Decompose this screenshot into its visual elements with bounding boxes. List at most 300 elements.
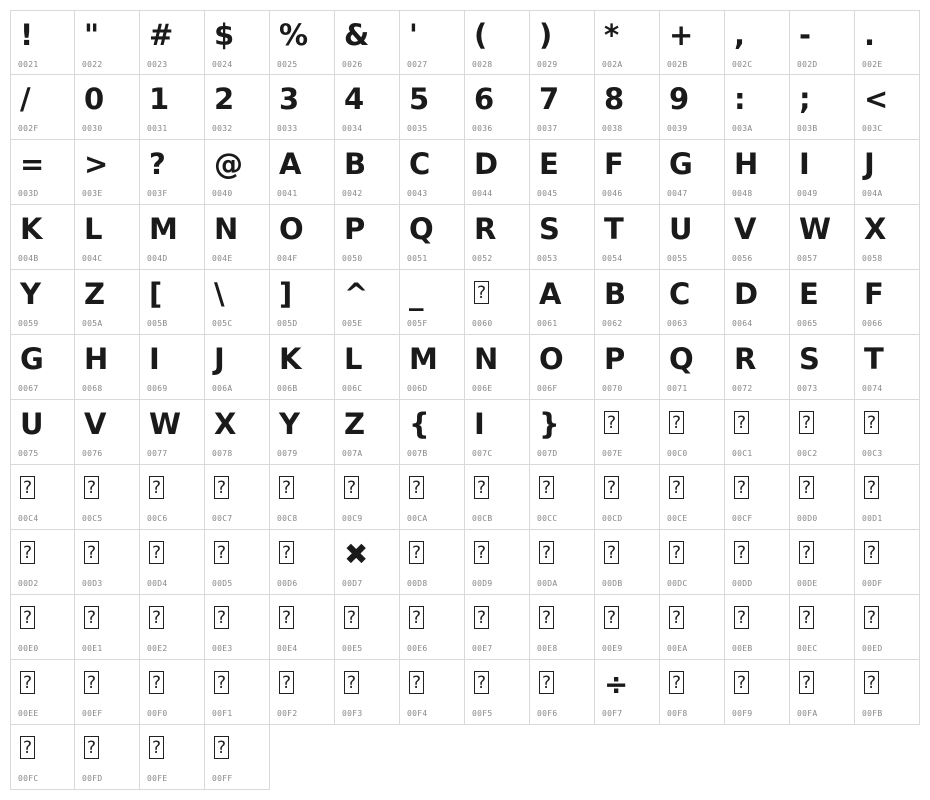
glyph-cell-0050: [335, 205, 400, 270]
glyph-cell-00CD: [595, 465, 660, 530]
glyph-code-label: 00F4: [407, 709, 428, 718]
glyph-sample: Z: [84, 277, 106, 311]
missing-glyph-icon: [734, 476, 749, 499]
glyph-cell-00C9: [335, 465, 400, 530]
glyph-code-label: 0069: [147, 384, 168, 393]
glyph-code-label: 006D: [407, 384, 428, 393]
missing-glyph-icon: [474, 541, 489, 564]
missing-glyph-icon: [604, 541, 619, 564]
glyph-sample: I: [149, 342, 160, 376]
glyph-cell-00E7: [465, 595, 530, 660]
missing-glyph-icon: [799, 541, 814, 564]
glyph-sample: #: [149, 18, 174, 52]
glyph-code-label: 00CB: [472, 514, 493, 523]
glyph-code-label: 0062: [602, 319, 623, 328]
glyph-cell-0078: [205, 400, 270, 465]
glyph-code-label: 00F8: [667, 709, 688, 718]
glyph-code-label: 006A: [212, 384, 233, 393]
glyph-cell-0034: [335, 75, 400, 140]
glyph-code-label: 0076: [82, 449, 103, 458]
glyph-code-label: 0029: [537, 60, 558, 69]
glyph-sample: P: [344, 212, 366, 246]
glyph-cell-0067: [10, 335, 75, 400]
glyph-cell-00F2: [270, 660, 335, 725]
glyph-code-label: 00F7: [602, 709, 623, 718]
glyph-cell-0052: [465, 205, 530, 270]
glyph-cell-00DB: [595, 530, 660, 595]
glyph-cell-00F8: [660, 660, 725, 725]
glyph-code-label: 004C: [82, 254, 103, 263]
missing-glyph-icon: [20, 736, 35, 759]
glyph-cell-0061: [530, 270, 595, 335]
glyph-cell-00DE: [790, 530, 855, 595]
glyph-code-label: 007E: [602, 449, 623, 458]
glyph-cell-0044: [465, 140, 530, 205]
glyph-cell-00D3: [75, 530, 140, 595]
glyph-grid: [10, 10, 920, 790]
glyph-code-label: 00D0: [797, 514, 818, 523]
missing-glyph-icon: [214, 671, 229, 694]
missing-glyph-icon: [734, 541, 749, 564]
missing-glyph-icon: [214, 476, 229, 499]
glyph-sample: }: [539, 407, 560, 441]
glyph-cell-00E5: [335, 595, 400, 660]
missing-glyph-icon: [344, 476, 359, 499]
glyph-cell-0075: [10, 400, 75, 465]
glyph-cell-00D7: [335, 530, 400, 595]
glyph-sample: T: [864, 342, 884, 376]
glyph-sample: H: [84, 342, 109, 376]
glyph-code-label: 0037: [537, 124, 558, 133]
glyph-cell-005F: [400, 270, 465, 335]
glyph-cell-003D: [10, 140, 75, 205]
glyph-cell-006D: [400, 335, 465, 400]
glyph-cell-003B: [790, 75, 855, 140]
glyph-code-label: 00DD: [732, 579, 753, 588]
glyph-code-label: 007D: [537, 449, 558, 458]
glyph-cell-0039: [660, 75, 725, 140]
glyph-code-label: 0053: [537, 254, 558, 263]
missing-glyph-icon: [474, 671, 489, 694]
missing-glyph-icon: [864, 541, 879, 564]
glyph-code-label: 00D6: [277, 579, 298, 588]
missing-glyph-icon: [539, 606, 554, 629]
glyph-cell-0030: [75, 75, 140, 140]
glyph-cell-00F4: [400, 660, 465, 725]
glyph-sample: ]: [279, 277, 293, 311]
glyph-code-label: 00EC: [797, 644, 818, 653]
glyph-cell-0031: [140, 75, 205, 140]
glyph-code-label: 004D: [147, 254, 168, 263]
glyph-code-label: 00C0: [667, 449, 688, 458]
glyph-sample: O: [279, 212, 304, 246]
glyph-cell-002F: [10, 75, 75, 140]
glyph-code-label: 0039: [667, 124, 688, 133]
glyph-cell-0062: [595, 270, 660, 335]
glyph-code-label: 00C4: [18, 514, 39, 523]
glyph-cell-00C4: [10, 465, 75, 530]
glyph-cell-00E2: [140, 595, 205, 660]
glyph-sample: >: [84, 147, 109, 181]
glyph-code-label: 005D: [277, 319, 298, 328]
glyph-cell-00E1: [75, 595, 140, 660]
glyph-cell-0043: [400, 140, 465, 205]
glyph-code-label: 002D: [797, 60, 818, 69]
glyph-code-label: 00E1: [82, 644, 103, 653]
glyph-sample: _: [409, 277, 424, 311]
glyph-cell-0069: [140, 335, 205, 400]
glyph-code-label: 0063: [667, 319, 688, 328]
glyph-code-label: 003F: [147, 189, 168, 198]
glyph-code-label: 00E7: [472, 644, 493, 653]
glyph-cell-0076: [75, 400, 140, 465]
glyph-code-label: 0067: [18, 384, 39, 393]
glyph-cell-00F1: [205, 660, 270, 725]
glyph-sample: ;: [799, 82, 811, 116]
glyph-code-label: 00E0: [18, 644, 39, 653]
glyph-code-label: 0070: [602, 384, 623, 393]
glyph-sample: P: [604, 342, 626, 376]
glyph-cell-00FC: [10, 725, 75, 790]
glyph-cell-004B: [10, 205, 75, 270]
glyph-code-label: 002E: [862, 60, 883, 69]
glyph-code-label: 00FC: [18, 774, 39, 783]
glyph-cell-0025: [270, 10, 335, 75]
glyph-cell-00C5: [75, 465, 140, 530]
glyph-cell-00D1: [855, 465, 920, 530]
glyph-sample: 5: [409, 82, 430, 116]
glyph-cell-00FE: [140, 725, 205, 790]
glyph-code-label: 00DE: [797, 579, 818, 588]
glyph-cell-005A: [75, 270, 140, 335]
missing-glyph-icon: [409, 606, 424, 629]
glyph-cell-00F5: [465, 660, 530, 725]
glyph-sample: Y: [20, 277, 41, 311]
glyph-cell-00FB: [855, 660, 920, 725]
glyph-sample: Y: [279, 407, 300, 441]
glyph-cell-00C8: [270, 465, 335, 530]
glyph-code-label: 00CD: [602, 514, 623, 523]
glyph-sample: W: [799, 212, 831, 246]
glyph-sample: L: [84, 212, 103, 246]
glyph-cell-004E: [205, 205, 270, 270]
glyph-code-label: 0026: [342, 60, 363, 69]
glyph-code-label: 00CC: [537, 514, 558, 523]
glyph-code-label: 0041: [277, 189, 298, 198]
glyph-sample: G: [669, 147, 693, 181]
glyph-cell-004C: [75, 205, 140, 270]
glyph-code-label: 00C9: [342, 514, 363, 523]
missing-glyph-icon: [344, 671, 359, 694]
glyph-code-label: 00D1: [862, 514, 883, 523]
glyph-code-label: 00FD: [82, 774, 103, 783]
missing-glyph-icon: [734, 411, 749, 434]
glyph-cell-00EB: [725, 595, 790, 660]
glyph-code-label: 00E3: [212, 644, 233, 653]
glyph-sample: W: [149, 407, 181, 441]
glyph-code-label: 0071: [667, 384, 688, 393]
glyph-code-label: 006E: [472, 384, 493, 393]
glyph-cell-00E8: [530, 595, 595, 660]
glyph-cell-0036: [465, 75, 530, 140]
glyph-code-label: 00CA: [407, 514, 428, 523]
glyph-cell-002D: [790, 10, 855, 75]
glyph-cell-006E: [465, 335, 530, 400]
glyph-sample: U: [669, 212, 693, 246]
glyph-code-label: 00E9: [602, 644, 623, 653]
glyph-code-label: 00DA: [537, 579, 558, 588]
glyph-code-label: 0074: [862, 384, 883, 393]
glyph-cell-0059: [10, 270, 75, 335]
glyph-sample: K: [20, 212, 43, 246]
glyph-sample: M: [409, 342, 438, 376]
glyph-cell-00E9: [595, 595, 660, 660]
glyph-code-label: 00C2: [797, 449, 818, 458]
glyph-cell-00F9: [725, 660, 790, 725]
glyph-cell-004A: [855, 140, 920, 205]
glyph-code-label: 0035: [407, 124, 428, 133]
glyph-cell-00E0: [10, 595, 75, 660]
glyph-sample: ): [539, 18, 553, 52]
glyph-cell-00E6: [400, 595, 465, 660]
missing-glyph-icon: [474, 476, 489, 499]
glyph-code-label: 003A: [732, 124, 753, 133]
glyph-sample: K: [279, 342, 302, 376]
glyph-cell-00C2: [790, 400, 855, 465]
glyph-code-label: 00FB: [862, 709, 883, 718]
glyph-code-label: 0031: [147, 124, 168, 133]
glyph-cell-0073: [790, 335, 855, 400]
glyph-code-label: 0049: [797, 189, 818, 198]
glyph-code-label: 00E8: [537, 644, 558, 653]
glyph-cell-0024: [205, 10, 270, 75]
glyph-code-label: 00DC: [667, 579, 688, 588]
glyph-code-label: 0054: [602, 254, 623, 263]
missing-glyph-icon: [279, 671, 294, 694]
glyph-code-label: 0078: [212, 449, 233, 458]
missing-glyph-icon: [279, 606, 294, 629]
glyph-cell-0029: [530, 10, 595, 75]
glyph-code-label: 00D9: [472, 579, 493, 588]
glyph-sample: {: [409, 407, 430, 441]
missing-glyph-icon: [84, 606, 99, 629]
glyph-sample: E: [799, 277, 819, 311]
glyph-sample: B: [344, 147, 367, 181]
glyph-sample: ": [84, 18, 100, 52]
glyph-cell-0035: [400, 75, 465, 140]
glyph-code-label: 0047: [667, 189, 688, 198]
glyph-sample: A: [279, 147, 302, 181]
glyph-code-label: 0061: [537, 319, 558, 328]
glyph-cell-0056: [725, 205, 790, 270]
glyph-code-label: 002C: [732, 60, 753, 69]
glyph-cell-00C1: [725, 400, 790, 465]
glyph-cell-006C: [335, 335, 400, 400]
glyph-code-label: 0045: [537, 189, 558, 198]
glyph-sample: T: [604, 212, 624, 246]
missing-glyph-icon: [669, 476, 684, 499]
glyph-cell-00D5: [205, 530, 270, 595]
glyph-sample: @: [214, 147, 243, 181]
glyph-cell-003C: [855, 75, 920, 140]
glyph-sample: U: [20, 407, 44, 441]
glyph-cell-0021: [10, 10, 75, 75]
glyph-code-label: 0036: [472, 124, 493, 133]
glyph-cell-00F6: [530, 660, 595, 725]
missing-glyph-icon: [84, 476, 99, 499]
glyph-sample: G: [20, 342, 44, 376]
glyph-code-label: 0064: [732, 319, 753, 328]
glyph-cell-006A: [205, 335, 270, 400]
missing-glyph-icon: [604, 411, 619, 434]
glyph-code-label: 00C3: [862, 449, 883, 458]
glyph-cell-007D: [530, 400, 595, 465]
glyph-cell-00FA: [790, 660, 855, 725]
glyph-sample: S: [799, 342, 820, 376]
glyph-code-label: 00DF: [862, 579, 883, 588]
glyph-cell-003A: [725, 75, 790, 140]
glyph-cell-005C: [205, 270, 270, 335]
glyph-cell-0041: [270, 140, 335, 205]
glyph-cell-0065: [790, 270, 855, 335]
glyph-cell-0042: [335, 140, 400, 205]
glyph-sample: X: [864, 212, 887, 246]
glyph-sample: Z: [344, 407, 366, 441]
glyph-sample: D: [734, 277, 759, 311]
glyph-cell-00EE: [10, 660, 75, 725]
glyph-cell-00ED: [855, 595, 920, 660]
glyph-cell-00DC: [660, 530, 725, 595]
missing-glyph-icon: [20, 606, 35, 629]
glyph-code-label: 00EF: [82, 709, 103, 718]
glyph-sample: O: [539, 342, 564, 376]
glyph-code-label: 00F0: [147, 709, 168, 718]
missing-glyph-icon: [279, 541, 294, 564]
glyph-code-label: 0050: [342, 254, 363, 263]
glyph-sample: V: [734, 212, 757, 246]
glyph-code-label: 005E: [342, 319, 363, 328]
glyph-sample: 4: [344, 82, 365, 116]
glyph-cell-0063: [660, 270, 725, 335]
glyph-sample: R: [734, 342, 757, 376]
missing-glyph-icon: [669, 671, 684, 694]
glyph-cell-00CB: [465, 465, 530, 530]
glyph-sample: ': [409, 18, 418, 52]
missing-glyph-icon: [864, 606, 879, 629]
glyph-cell-00DD: [725, 530, 790, 595]
glyph-sample: D: [474, 147, 499, 181]
glyph-sample: =: [20, 147, 45, 181]
glyph-cell-0079: [270, 400, 335, 465]
glyph-code-label: 0057: [797, 254, 818, 263]
glyph-cell-002E: [855, 10, 920, 75]
missing-glyph-icon: [539, 476, 554, 499]
glyph-cell-00C3: [855, 400, 920, 465]
glyph-cell-0047: [660, 140, 725, 205]
glyph-cell-004F: [270, 205, 335, 270]
glyph-code-label: 0073: [797, 384, 818, 393]
glyph-cell-0051: [400, 205, 465, 270]
glyph-code-label: 00D5: [212, 579, 233, 588]
glyph-code-label: 00C5: [82, 514, 103, 523]
glyph-sample: 8: [604, 82, 625, 116]
glyph-code-label: 00FF: [212, 774, 233, 783]
glyph-code-label: 0028: [472, 60, 493, 69]
glyph-sample: &: [344, 18, 370, 52]
glyph-code-label: 002F: [18, 124, 39, 133]
glyph-sample: M: [149, 212, 178, 246]
glyph-sample: J: [864, 147, 875, 181]
glyph-cell-0023: [140, 10, 205, 75]
missing-glyph-icon: [604, 476, 619, 499]
missing-glyph-icon: [149, 476, 164, 499]
glyph-cell-007E: [595, 400, 660, 465]
glyph-cell-00E4: [270, 595, 335, 660]
glyph-sample: X: [214, 407, 237, 441]
missing-glyph-icon: [539, 541, 554, 564]
missing-glyph-icon: [799, 606, 814, 629]
glyph-code-label: 00E2: [147, 644, 168, 653]
glyph-cell-0028: [465, 10, 530, 75]
glyph-code-label: 0023: [147, 60, 168, 69]
glyph-code-label: 00CE: [667, 514, 688, 523]
glyph-cell-0072: [725, 335, 790, 400]
glyph-code-label: 002B: [667, 60, 688, 69]
glyph-cell-0049: [790, 140, 855, 205]
glyph-code-label: 003B: [797, 124, 818, 133]
missing-glyph-icon: [734, 606, 749, 629]
glyph-code-label: 0055: [667, 254, 688, 263]
glyph-cell-00D4: [140, 530, 205, 595]
glyph-sample: I: [799, 147, 810, 181]
glyph-cell-003E: [75, 140, 140, 205]
glyph-cell-0074: [855, 335, 920, 400]
glyph-code-label: 00F2: [277, 709, 298, 718]
glyph-cell-00C6: [140, 465, 205, 530]
glyph-sample: S: [539, 212, 560, 246]
glyph-sample: Q: [409, 212, 434, 246]
glyph-code-label: 00EA: [667, 644, 688, 653]
glyph-cell-00D8: [400, 530, 465, 595]
missing-glyph-icon: [84, 736, 99, 759]
glyph-sample: :: [734, 82, 746, 116]
glyph-cell-003F: [140, 140, 205, 205]
glyph-sample: 3: [279, 82, 300, 116]
glyph-code-label: 0075: [18, 449, 39, 458]
glyph-cell-0055: [660, 205, 725, 270]
glyph-code-label: 0046: [602, 189, 623, 198]
glyph-code-label: 005A: [82, 319, 103, 328]
glyph-sample: ✖: [344, 537, 369, 571]
missing-glyph-icon: [149, 541, 164, 564]
glyph-cell-00F0: [140, 660, 205, 725]
glyph-cell-007B: [400, 400, 465, 465]
glyph-code-label: 00D3: [82, 579, 103, 588]
glyph-code-label: 004B: [18, 254, 39, 263]
glyph-cell-0040: [205, 140, 270, 205]
glyph-code-label: 0042: [342, 189, 363, 198]
missing-glyph-icon: [149, 671, 164, 694]
glyph-code-label: 006C: [342, 384, 363, 393]
glyph-code-label: 004F: [277, 254, 298, 263]
glyph-sample: *: [604, 18, 620, 52]
glyph-cell-0048: [725, 140, 790, 205]
glyph-cell-002A: [595, 10, 660, 75]
glyph-code-label: 00CF: [732, 514, 753, 523]
glyph-code-label: 0068: [82, 384, 103, 393]
glyph-code-label: 0021: [18, 60, 39, 69]
missing-glyph-icon: [149, 736, 164, 759]
